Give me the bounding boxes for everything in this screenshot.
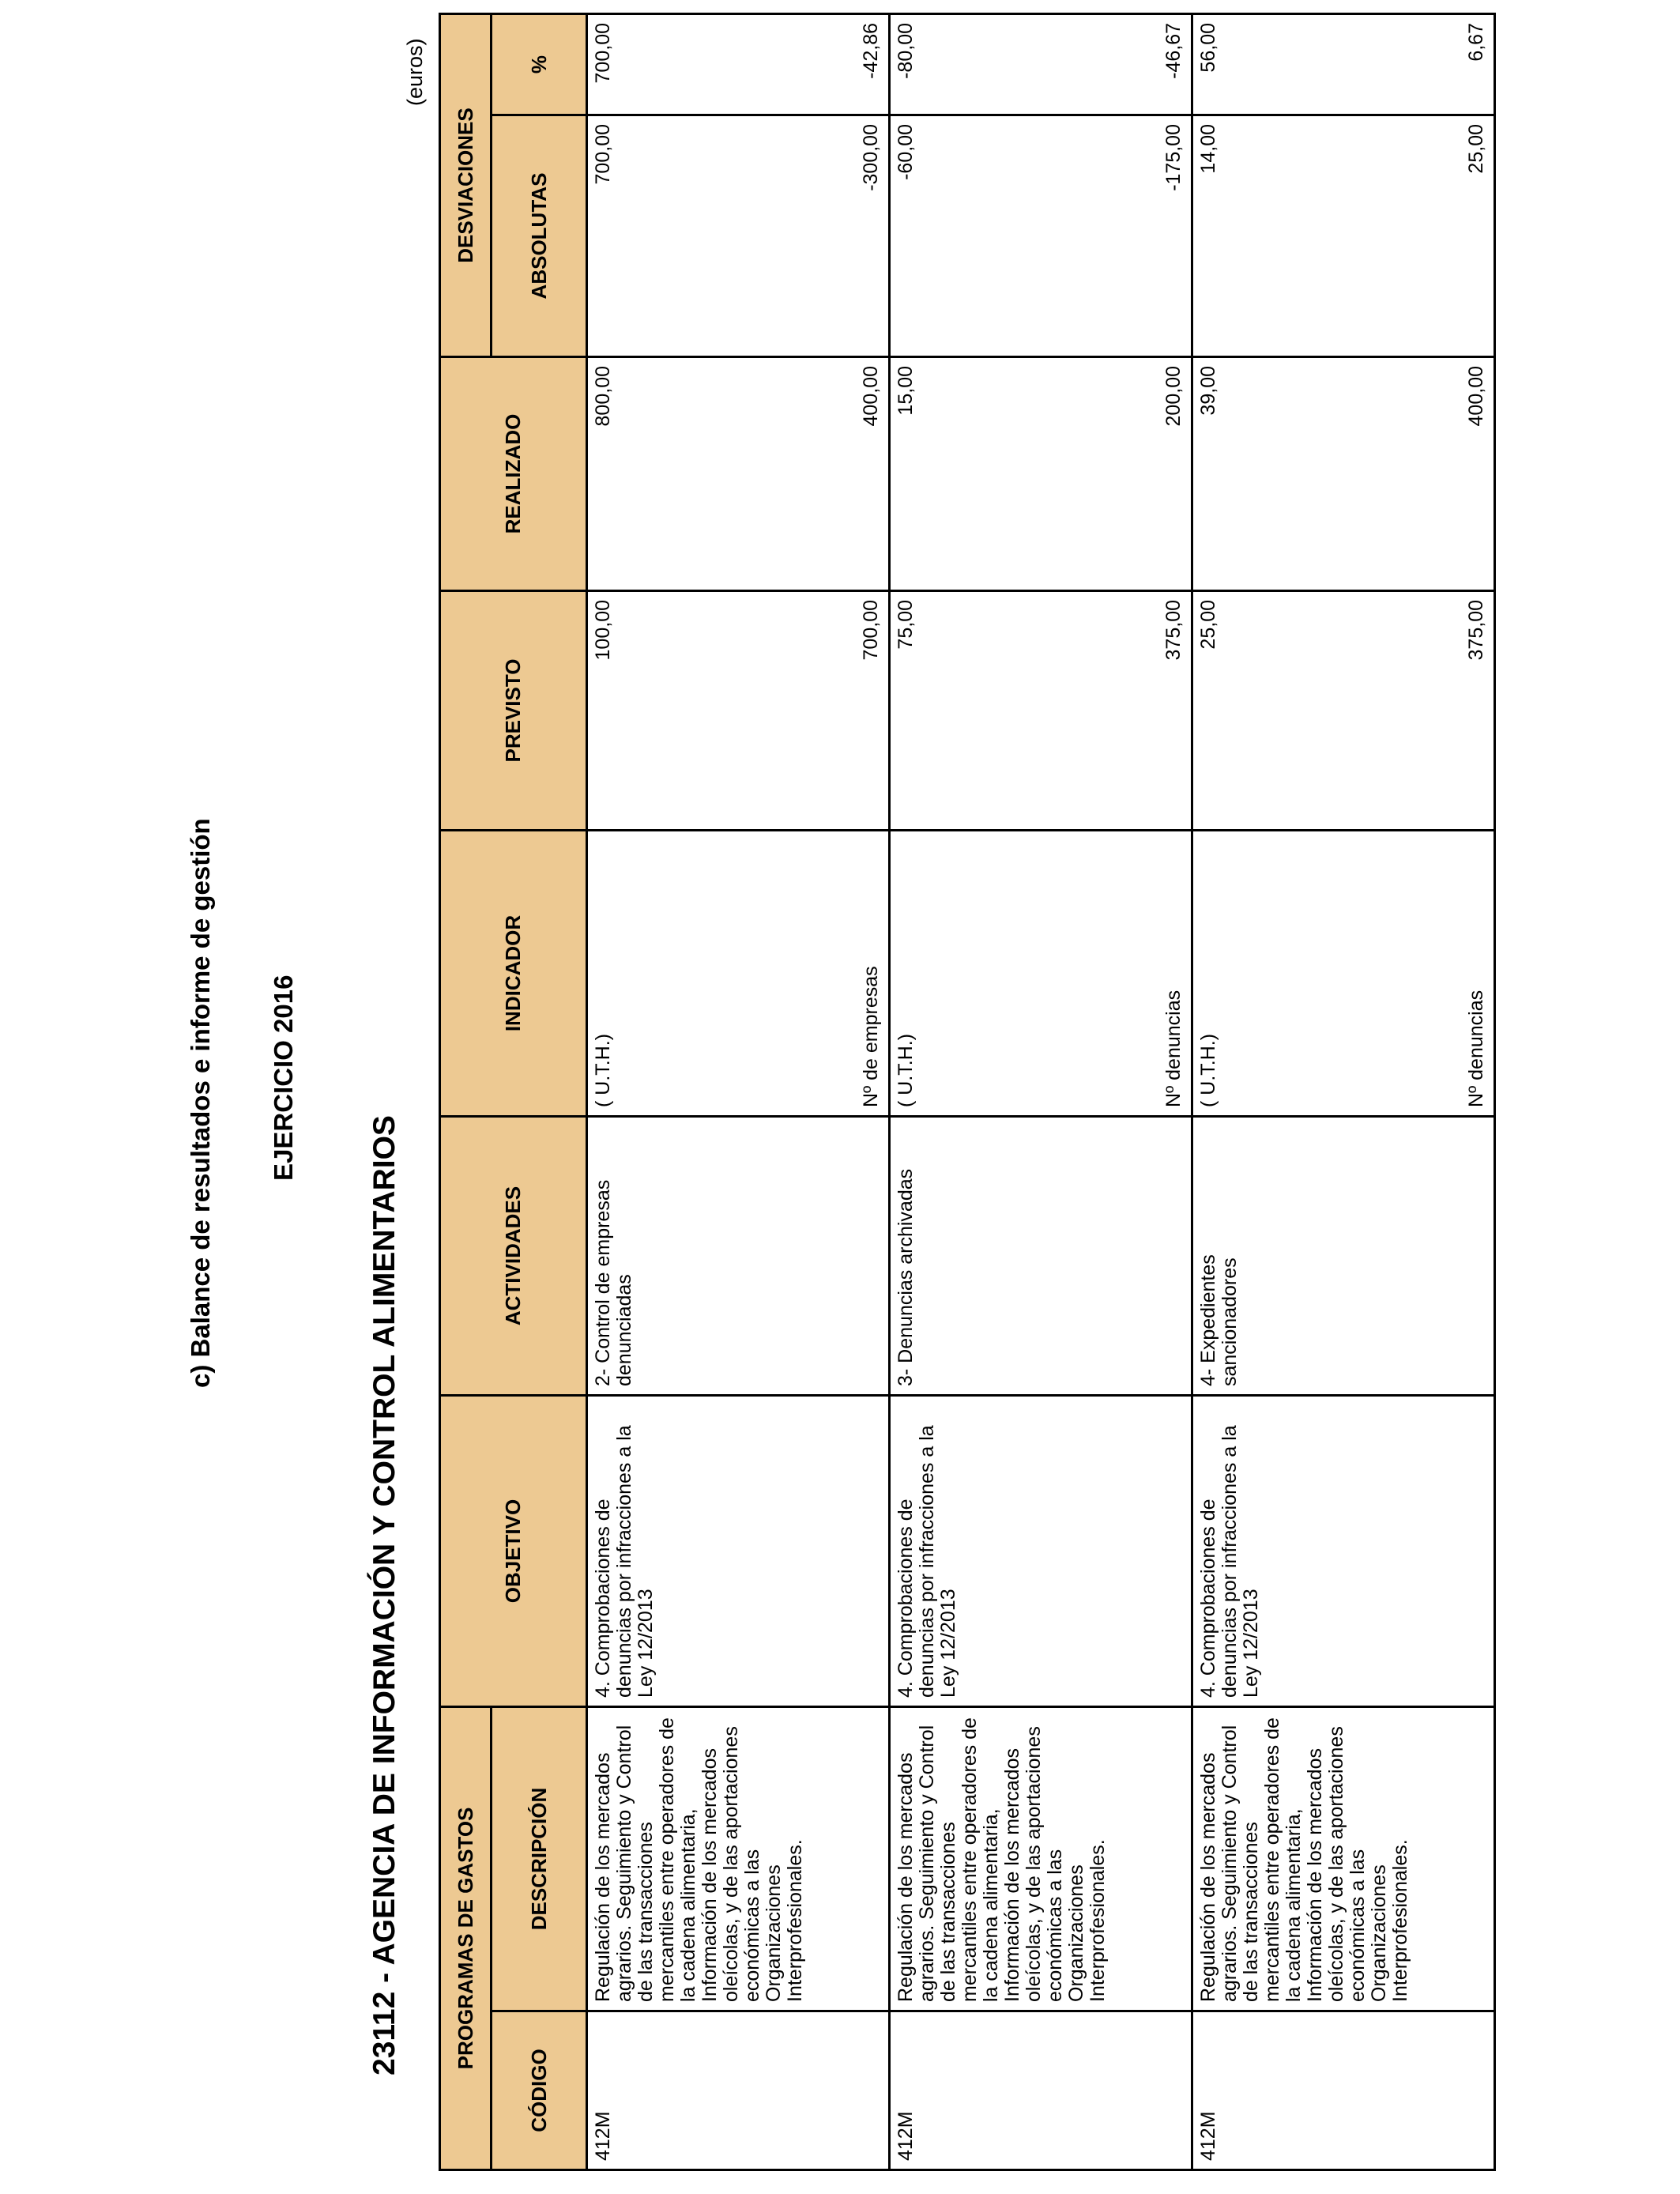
cell-absolutas bbox=[587, 115, 890, 357]
cell-actividad: 2- Control de empresas denunciadas bbox=[587, 1117, 890, 1396]
col-realizado-header: REALIZADO bbox=[440, 357, 587, 591]
cell-objetivo: 4. Comprobaciones de denuncias por infracciones a la Ley 12/2013 bbox=[1192, 1396, 1495, 1707]
group-desviaciones-header: DESVIACIONES bbox=[440, 14, 492, 357]
cell-codigo: 412M bbox=[587, 2011, 890, 2170]
indicator-name: Nº de empresas bbox=[860, 966, 882, 1107]
indicator-name: Nº denuncias bbox=[1162, 990, 1185, 1107]
cell-descripcion: Regulación de los mercados agrarios. Seguimiento y Control de las transacciones mercantiles entre operadores de la cadena alimentaria, Información de los mercados oleícolas, y de las aportaciones económicas a las Organizaciones Interprofesionales. bbox=[1192, 1707, 1495, 2011]
indicator-unit: ( U.T.H.) bbox=[895, 1033, 917, 1107]
cell-indicador bbox=[890, 831, 1192, 1117]
col-actividades-header: ACTIVIDADES bbox=[440, 1117, 587, 1396]
cell-objetivo: 4. Comprobaciones de denuncias por infracciones a la Ley 12/2013 bbox=[587, 1396, 890, 1707]
previsto-value-2: 375,00 bbox=[1465, 600, 1487, 661]
pct-value-2: -42,86 bbox=[860, 23, 882, 79]
absolutas-value-2: -175,00 bbox=[1162, 124, 1185, 191]
cell-pct bbox=[890, 14, 1192, 115]
table-row bbox=[1192, 14, 1495, 2170]
cell-indicador bbox=[587, 831, 890, 1117]
cell-previsto bbox=[1192, 591, 1495, 831]
table-row bbox=[890, 14, 1192, 2170]
cell-descripcion: Regulación de los mercados agrarios. Seguimiento y Control de las transacciones mercantiles entre operadores de la cadena alimentaria, Información de los mercados oleícolas, y de las aportaciones económicas a las Organizaciones Interprofesionales. bbox=[890, 1707, 1192, 2011]
cell-indicador bbox=[1192, 831, 1495, 1117]
col-codigo-header: CÓDIGO bbox=[492, 2011, 587, 2170]
pct-value-2: -46,67 bbox=[1162, 23, 1185, 79]
realizado-value-1: 39,00 bbox=[1197, 366, 1219, 416]
cell-realizado bbox=[587, 357, 890, 591]
col-previsto-header: PREVISTO bbox=[440, 591, 587, 831]
group-programas-header: PROGRAMAS DE GASTOS bbox=[440, 1707, 492, 2170]
previsto-value-1: 25,00 bbox=[1197, 600, 1219, 650]
realizado-value-1: 15,00 bbox=[895, 366, 917, 416]
pct-value-1: 700,00 bbox=[592, 23, 614, 84]
absolutas-value-1: -60,00 bbox=[895, 124, 917, 180]
previsto-value-1: 100,00 bbox=[592, 600, 614, 661]
cell-previsto bbox=[890, 591, 1192, 831]
realizado-value-1: 800,00 bbox=[592, 366, 614, 427]
col-indicador-header: INDICADOR bbox=[440, 831, 587, 1117]
indicator-name: Nº denuncias bbox=[1465, 990, 1487, 1107]
cell-absolutas bbox=[1192, 115, 1495, 357]
results-table bbox=[439, 13, 1496, 2171]
cell-realizado bbox=[890, 357, 1192, 591]
cell-previsto bbox=[587, 591, 890, 831]
col-absolutas-header: ABSOLUTAS bbox=[492, 115, 587, 357]
indicator-unit: ( U.T.H.) bbox=[1197, 1033, 1219, 1107]
section-subtitle: c) Balance de resultados e informe de gestión bbox=[186, 818, 215, 1388]
units-label: (euros) bbox=[403, 38, 427, 106]
realizado-value-2: 400,00 bbox=[860, 366, 882, 427]
cell-pct bbox=[587, 14, 890, 115]
pct-value-2: 6,67 bbox=[1465, 23, 1487, 62]
absolutas-value-1: 14,00 bbox=[1197, 124, 1219, 174]
realizado-value-2: 400,00 bbox=[1465, 366, 1487, 427]
col-objetivo-header: OBJETIVO bbox=[440, 1396, 587, 1707]
table-row bbox=[587, 14, 890, 2170]
cell-absolutas bbox=[890, 115, 1192, 357]
cell-objetivo: 4. Comprobaciones de denuncias por infracciones a la Ley 12/2013 bbox=[890, 1396, 1192, 1707]
col-pct-header: % bbox=[492, 14, 587, 115]
col-descripcion-header: DESCRIPCIÓN bbox=[492, 1707, 587, 2011]
exercise-title: EJERCICIO 2016 bbox=[269, 974, 298, 1181]
absolutas-value-2: 25,00 bbox=[1465, 124, 1487, 174]
cell-actividad: 3- Denuncias archivadas bbox=[890, 1117, 1192, 1396]
previsto-value-2: 375,00 bbox=[1162, 600, 1185, 661]
previsto-value-1: 75,00 bbox=[895, 600, 917, 650]
cell-codigo: 412M bbox=[890, 2011, 1192, 2170]
absolutas-value-2: -300,00 bbox=[860, 124, 882, 191]
cell-actividad: 4- Expedientes sancionadores bbox=[1192, 1117, 1495, 1396]
pct-value-1: 56,00 bbox=[1197, 23, 1219, 73]
cell-realizado bbox=[1192, 357, 1495, 591]
cell-pct bbox=[1192, 14, 1495, 115]
indicator-unit: ( U.T.H.) bbox=[592, 1033, 614, 1107]
previsto-value-2: 700,00 bbox=[860, 600, 882, 661]
absolutas-value-1: 700,00 bbox=[592, 124, 614, 185]
realizado-value-2: 200,00 bbox=[1162, 366, 1185, 427]
pct-value-1: -80,00 bbox=[895, 23, 917, 79]
organism-title: 23112 - AGENCIA DE INFORMACIÓN Y CONTROL ALIMENTARIOS bbox=[367, 1115, 401, 2075]
cell-codigo: 412M bbox=[1192, 2011, 1495, 2170]
cell-descripcion: Regulación de los mercados agrarios. Seguimiento y Control de las transacciones mercantiles entre operadores de la cadena alimentaria, Información de los mercados oleícolas, y de las aportaciones económicas a las Organizaciones Interprofesionales. bbox=[587, 1707, 890, 2011]
